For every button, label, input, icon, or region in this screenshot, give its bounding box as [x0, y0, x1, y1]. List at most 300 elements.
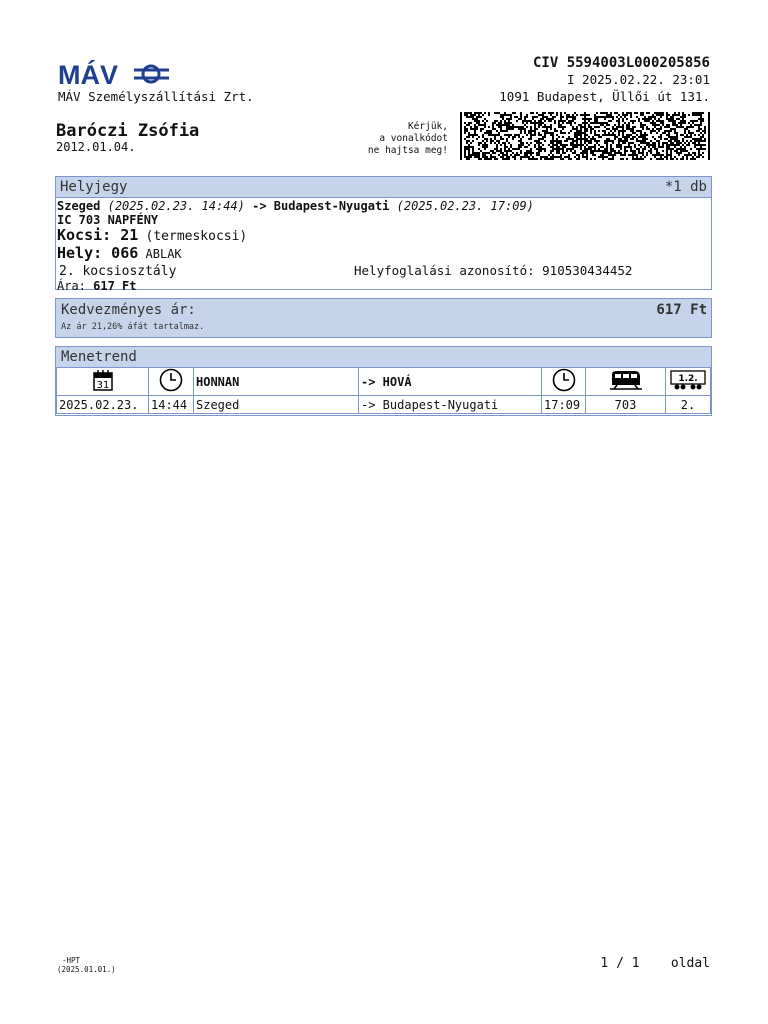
barcode-module [538, 114, 540, 116]
barcode-module [460, 124, 462, 126]
barcode-module [540, 124, 542, 126]
barcode-module [614, 112, 616, 114]
barcode-module [650, 140, 652, 142]
barcode-module [522, 128, 524, 130]
barcode-module [584, 126, 586, 128]
barcode-module [516, 148, 518, 150]
barcode-module [510, 126, 512, 128]
barcode-module [554, 148, 556, 150]
barcode-module [500, 126, 502, 128]
barcode-module [612, 156, 614, 158]
barcode-module [500, 128, 502, 130]
barcode-module [494, 138, 496, 140]
barcode-module [562, 120, 564, 122]
barcode-module [616, 112, 618, 114]
barcode-module [512, 136, 514, 138]
barcode-module [676, 138, 678, 140]
barcode-module [634, 152, 636, 154]
barcode-module [546, 158, 548, 160]
barcode-module [526, 116, 528, 118]
barcode-module [616, 128, 618, 130]
panel-title: Helyjegy [60, 179, 128, 195]
barcode-module [660, 134, 662, 136]
barcode-module [622, 140, 624, 142]
barcode-module [460, 146, 462, 148]
barcode-module [708, 122, 710, 124]
barcode-module [558, 156, 560, 158]
barcode-module [704, 132, 706, 134]
barcode-module [528, 138, 530, 140]
barcode-module [646, 152, 648, 154]
barcode-module [694, 140, 696, 142]
barcode-module [518, 136, 520, 138]
barcode-module [622, 128, 624, 130]
barcode-module [572, 142, 574, 144]
barcode-module [496, 144, 498, 146]
barcode-module [650, 148, 652, 150]
barcode-module [638, 158, 640, 160]
barcode-module [500, 120, 502, 122]
barcode-module [612, 118, 614, 120]
barcode-module [652, 124, 654, 126]
barcode-module [460, 148, 462, 150]
barcode-module [584, 138, 586, 140]
barcode-module [708, 148, 710, 150]
barcode-module [666, 118, 668, 120]
barcode-module [512, 156, 514, 158]
barcode-module [476, 154, 478, 156]
barcode-module [602, 134, 604, 136]
barcode-module [508, 148, 510, 150]
barcode-module [656, 140, 658, 142]
barcode-module [598, 122, 600, 124]
barcode-module [700, 122, 702, 124]
price-value: 617 Ft [93, 279, 137, 293]
barcode-module [518, 134, 520, 136]
barcode-module [690, 132, 692, 134]
barcode-module [566, 114, 568, 116]
barcode-module [658, 146, 660, 148]
barcode-module [468, 156, 470, 158]
barcode-module [696, 140, 698, 142]
barcode-module [610, 116, 612, 118]
barcode-module [550, 156, 552, 158]
barcode-module [464, 130, 466, 132]
barcode-module [696, 144, 698, 146]
barcode-module [622, 154, 624, 156]
barcode-module [626, 146, 628, 148]
barcode-module [698, 128, 700, 130]
barcode-module [594, 158, 596, 160]
barcode-module [544, 134, 546, 136]
barcode-module [666, 114, 668, 116]
barcode-module [606, 152, 608, 154]
barcode-module [646, 126, 648, 128]
barcode-module [552, 138, 554, 140]
barcode-module [624, 146, 626, 148]
barcode-module [604, 112, 606, 114]
barcode-module [594, 134, 596, 136]
barcode-module [636, 112, 638, 114]
barcode-module [602, 124, 604, 126]
barcode-module [510, 144, 512, 146]
barcode-module [510, 122, 512, 124]
coach-line [57, 228, 711, 244]
barcode-module [702, 140, 704, 142]
barcode-module [686, 144, 688, 146]
barcode-module [574, 116, 576, 118]
barcode-module [476, 116, 478, 118]
barcode-module [698, 130, 700, 132]
barcode-module [520, 116, 522, 118]
barcode-module [470, 134, 472, 136]
barcode-module [470, 126, 472, 128]
barcode-module [580, 124, 582, 126]
barcode-module [476, 152, 478, 154]
barcode-module [606, 156, 608, 158]
barcode-module [476, 138, 478, 140]
barcode-module [622, 132, 624, 134]
barcode-module [646, 120, 648, 122]
barcode-module [568, 120, 570, 122]
barcode-module [584, 134, 586, 136]
date-column-header [57, 368, 149, 396]
barcode-module [496, 120, 498, 122]
barcode-module [656, 128, 658, 130]
barcode-module [590, 158, 592, 160]
barcode-module [608, 140, 610, 142]
barcode-module [568, 148, 570, 150]
barcode-module [544, 158, 546, 160]
barcode-module [512, 128, 514, 130]
barcode-module [666, 156, 668, 158]
barcode-module [614, 152, 616, 154]
barcode-module [618, 118, 620, 120]
barcode-module [478, 122, 480, 124]
barcode-module [548, 154, 550, 156]
barcode-module [708, 136, 710, 138]
barcode-module [564, 140, 566, 142]
barcode-module [550, 146, 552, 148]
barcode-module [672, 114, 674, 116]
barcode-module [614, 134, 616, 136]
barcode-module [514, 126, 516, 128]
barcode-module [686, 134, 688, 136]
barcode-module [558, 126, 560, 128]
barcode-module [522, 120, 524, 122]
barcode-module [620, 138, 622, 140]
barcode-module [672, 122, 674, 124]
barcode-module [662, 124, 664, 126]
barcode-module [526, 152, 528, 154]
barcode-module [478, 144, 480, 146]
barcode-module [632, 128, 634, 130]
barcode-module [604, 156, 606, 158]
barcode-module [526, 134, 528, 136]
barcode-module [602, 158, 604, 160]
barcode-module [592, 128, 594, 130]
barcode-module [650, 118, 652, 120]
barcode-module [482, 140, 484, 142]
barcode-module [580, 134, 582, 136]
barcode-module [632, 156, 634, 158]
barcode-module [682, 150, 684, 152]
barcode-module [552, 118, 554, 120]
barcode-module [704, 144, 706, 146]
barcode-module [474, 134, 476, 136]
barcode-module [548, 132, 550, 134]
barcode-module [644, 124, 646, 126]
barcode-module [506, 150, 508, 152]
barcode-module [656, 158, 658, 160]
barcode-module [612, 132, 614, 134]
barcode-module [626, 124, 628, 126]
barcode-module [464, 146, 466, 148]
seat-line [57, 246, 711, 261]
barcode-module [502, 124, 504, 126]
barcode-module [586, 114, 588, 116]
barcode-module [508, 122, 510, 124]
barcode-module [646, 144, 648, 146]
barcode-module [572, 146, 574, 148]
barcode-module [608, 124, 610, 126]
barcode-module [530, 150, 532, 152]
barcode-module [586, 122, 588, 124]
barcode-module [560, 116, 562, 118]
barcode-module [540, 142, 542, 144]
barcode-module [580, 132, 582, 134]
barcode-module [630, 146, 632, 148]
barcode-module [490, 138, 492, 140]
barcode-module [600, 154, 602, 156]
barcode-module [696, 114, 698, 116]
barcode-module [640, 132, 642, 134]
barcode-module [628, 146, 630, 148]
barcode-module [590, 130, 592, 132]
barcode-module [500, 124, 502, 126]
barcode-module [512, 126, 514, 128]
barcode-module [580, 138, 582, 140]
barcode-module [584, 124, 586, 126]
barcode-module [562, 122, 564, 124]
barcode-note-line: ne hajtsa meg! [367, 145, 448, 156]
barcode-module [642, 134, 644, 136]
barcode-module [474, 126, 476, 128]
barcode-module [632, 120, 634, 122]
barcode-module [690, 136, 692, 138]
train-column-header [586, 368, 666, 396]
barcode-module [506, 152, 508, 154]
barcode-module [650, 116, 652, 118]
barcode-module [642, 114, 644, 116]
barcode-module [490, 158, 492, 160]
barcode-module [460, 114, 462, 116]
barcode-module [554, 120, 556, 122]
barcode-module [480, 116, 482, 118]
barcode-module [550, 128, 552, 130]
barcode-module [538, 148, 540, 150]
barcode-module [526, 114, 528, 116]
barcode-module [538, 140, 540, 142]
barcode-module [708, 146, 710, 148]
barcode-module [482, 120, 484, 122]
barcode-module [572, 138, 574, 140]
barcode-module [670, 120, 672, 122]
barcode-module [540, 138, 542, 140]
barcode-module [626, 126, 628, 128]
barcode-module [708, 112, 710, 114]
barcode-module [674, 120, 676, 122]
barcode-module [668, 148, 670, 150]
barcode-module [544, 126, 546, 128]
barcode-module [524, 152, 526, 154]
barcode-module [508, 120, 510, 122]
barcode-module [658, 128, 660, 130]
barcode-module [682, 158, 684, 160]
barcode-module [586, 154, 588, 156]
footer-code-text: -HPT [62, 956, 81, 965]
barcode-module [520, 156, 522, 158]
barcode-module [594, 154, 596, 156]
barcode-module [682, 134, 684, 136]
barcode-module [678, 126, 680, 128]
barcode-module [700, 148, 702, 150]
barcode-module [474, 112, 476, 114]
barcode-module [666, 126, 668, 128]
barcode-module [540, 148, 542, 150]
discount-title: Kedvezményes ár: [61, 302, 196, 318]
barcode-module [642, 118, 644, 120]
barcode-module [680, 150, 682, 152]
barcode-module [634, 136, 636, 138]
barcode-module [528, 156, 530, 158]
barcode-module [616, 152, 618, 154]
barcode-module [572, 120, 574, 122]
barcode-module [516, 154, 518, 156]
barcode-module [464, 114, 466, 116]
barcode-module [514, 116, 516, 118]
barcode-module [630, 134, 632, 136]
barcode-module [576, 138, 578, 140]
barcode-module [486, 152, 488, 154]
barcode-module [576, 134, 578, 136]
barcode-module [494, 122, 496, 124]
barcode-module [616, 126, 618, 128]
barcode-module [558, 140, 560, 142]
barcode-module [476, 112, 478, 114]
barcode-module [666, 148, 668, 150]
barcode-module [562, 152, 564, 154]
barcode-module [604, 142, 606, 144]
barcode-module [672, 136, 674, 138]
barcode-module [662, 150, 664, 152]
barcode-module [484, 118, 486, 120]
barcode-module [556, 140, 558, 142]
barcode-module [548, 144, 550, 146]
barcode-module [692, 156, 694, 158]
timetable [56, 367, 711, 414]
barcode-module [606, 116, 608, 118]
barcode-module [594, 146, 596, 148]
barcode-module [604, 152, 606, 154]
barcode-module [592, 136, 594, 138]
barcode-module [634, 144, 636, 146]
barcode-module [528, 120, 530, 122]
barcode-module [656, 114, 658, 116]
barcode-module [626, 114, 628, 116]
barcode-module [556, 152, 558, 154]
barcode-module [570, 142, 572, 144]
barcode-module [700, 124, 702, 126]
barcode-module [514, 148, 516, 150]
barcode-module [654, 124, 656, 126]
barcode-module [464, 152, 466, 154]
barcode-module [620, 126, 622, 128]
barcode-module [478, 156, 480, 158]
coach-type: (termeskocsi) [145, 229, 248, 244]
barcode-module [680, 152, 682, 154]
barcode-module [654, 144, 656, 146]
barcode-module [646, 154, 648, 156]
barcode-module [552, 142, 554, 144]
barcode-module [542, 118, 544, 120]
barcode-module [484, 148, 486, 150]
reservation-id: Helyfoglalási azonosító: 910530434452 [354, 263, 633, 278]
barcode-module [572, 152, 574, 154]
barcode-module [620, 154, 622, 156]
barcode-module [558, 122, 560, 124]
barcode-module [624, 150, 626, 152]
barcode-module [500, 138, 502, 140]
barcode-module [580, 144, 582, 146]
barcode-module [676, 126, 678, 128]
barcode-module [536, 154, 538, 156]
departure-column-header [149, 368, 194, 396]
barcode-module [648, 118, 650, 120]
barcode-module [660, 120, 662, 122]
barcode-module [568, 136, 570, 138]
barcode-module [654, 112, 656, 114]
barcode-module [520, 146, 522, 148]
barcode-module [610, 158, 612, 160]
barcode-module [610, 150, 612, 152]
barcode-module [530, 132, 532, 134]
barcode-module [614, 128, 616, 130]
barcode-module [610, 154, 612, 156]
barcode-module [698, 144, 700, 146]
barcode-module [460, 126, 462, 128]
barcode-module [470, 122, 472, 124]
barcode-module [546, 156, 548, 158]
barcode-module [582, 154, 584, 156]
barcode-module [602, 150, 604, 152]
barcode-module [560, 158, 562, 160]
barcode-module [460, 156, 462, 158]
barcode-module [610, 146, 612, 148]
barcode-module [542, 122, 544, 124]
barcode-module [672, 148, 674, 150]
barcode-module [542, 156, 544, 158]
barcode-module [482, 124, 484, 126]
barcode-module [534, 130, 536, 132]
barcode-module [708, 126, 710, 128]
barcode-module [586, 156, 588, 158]
barcode-module [490, 142, 492, 144]
barcode-module [490, 134, 492, 136]
barcode-module [628, 144, 630, 146]
barcode-module [494, 112, 496, 114]
barcode-module [630, 148, 632, 150]
